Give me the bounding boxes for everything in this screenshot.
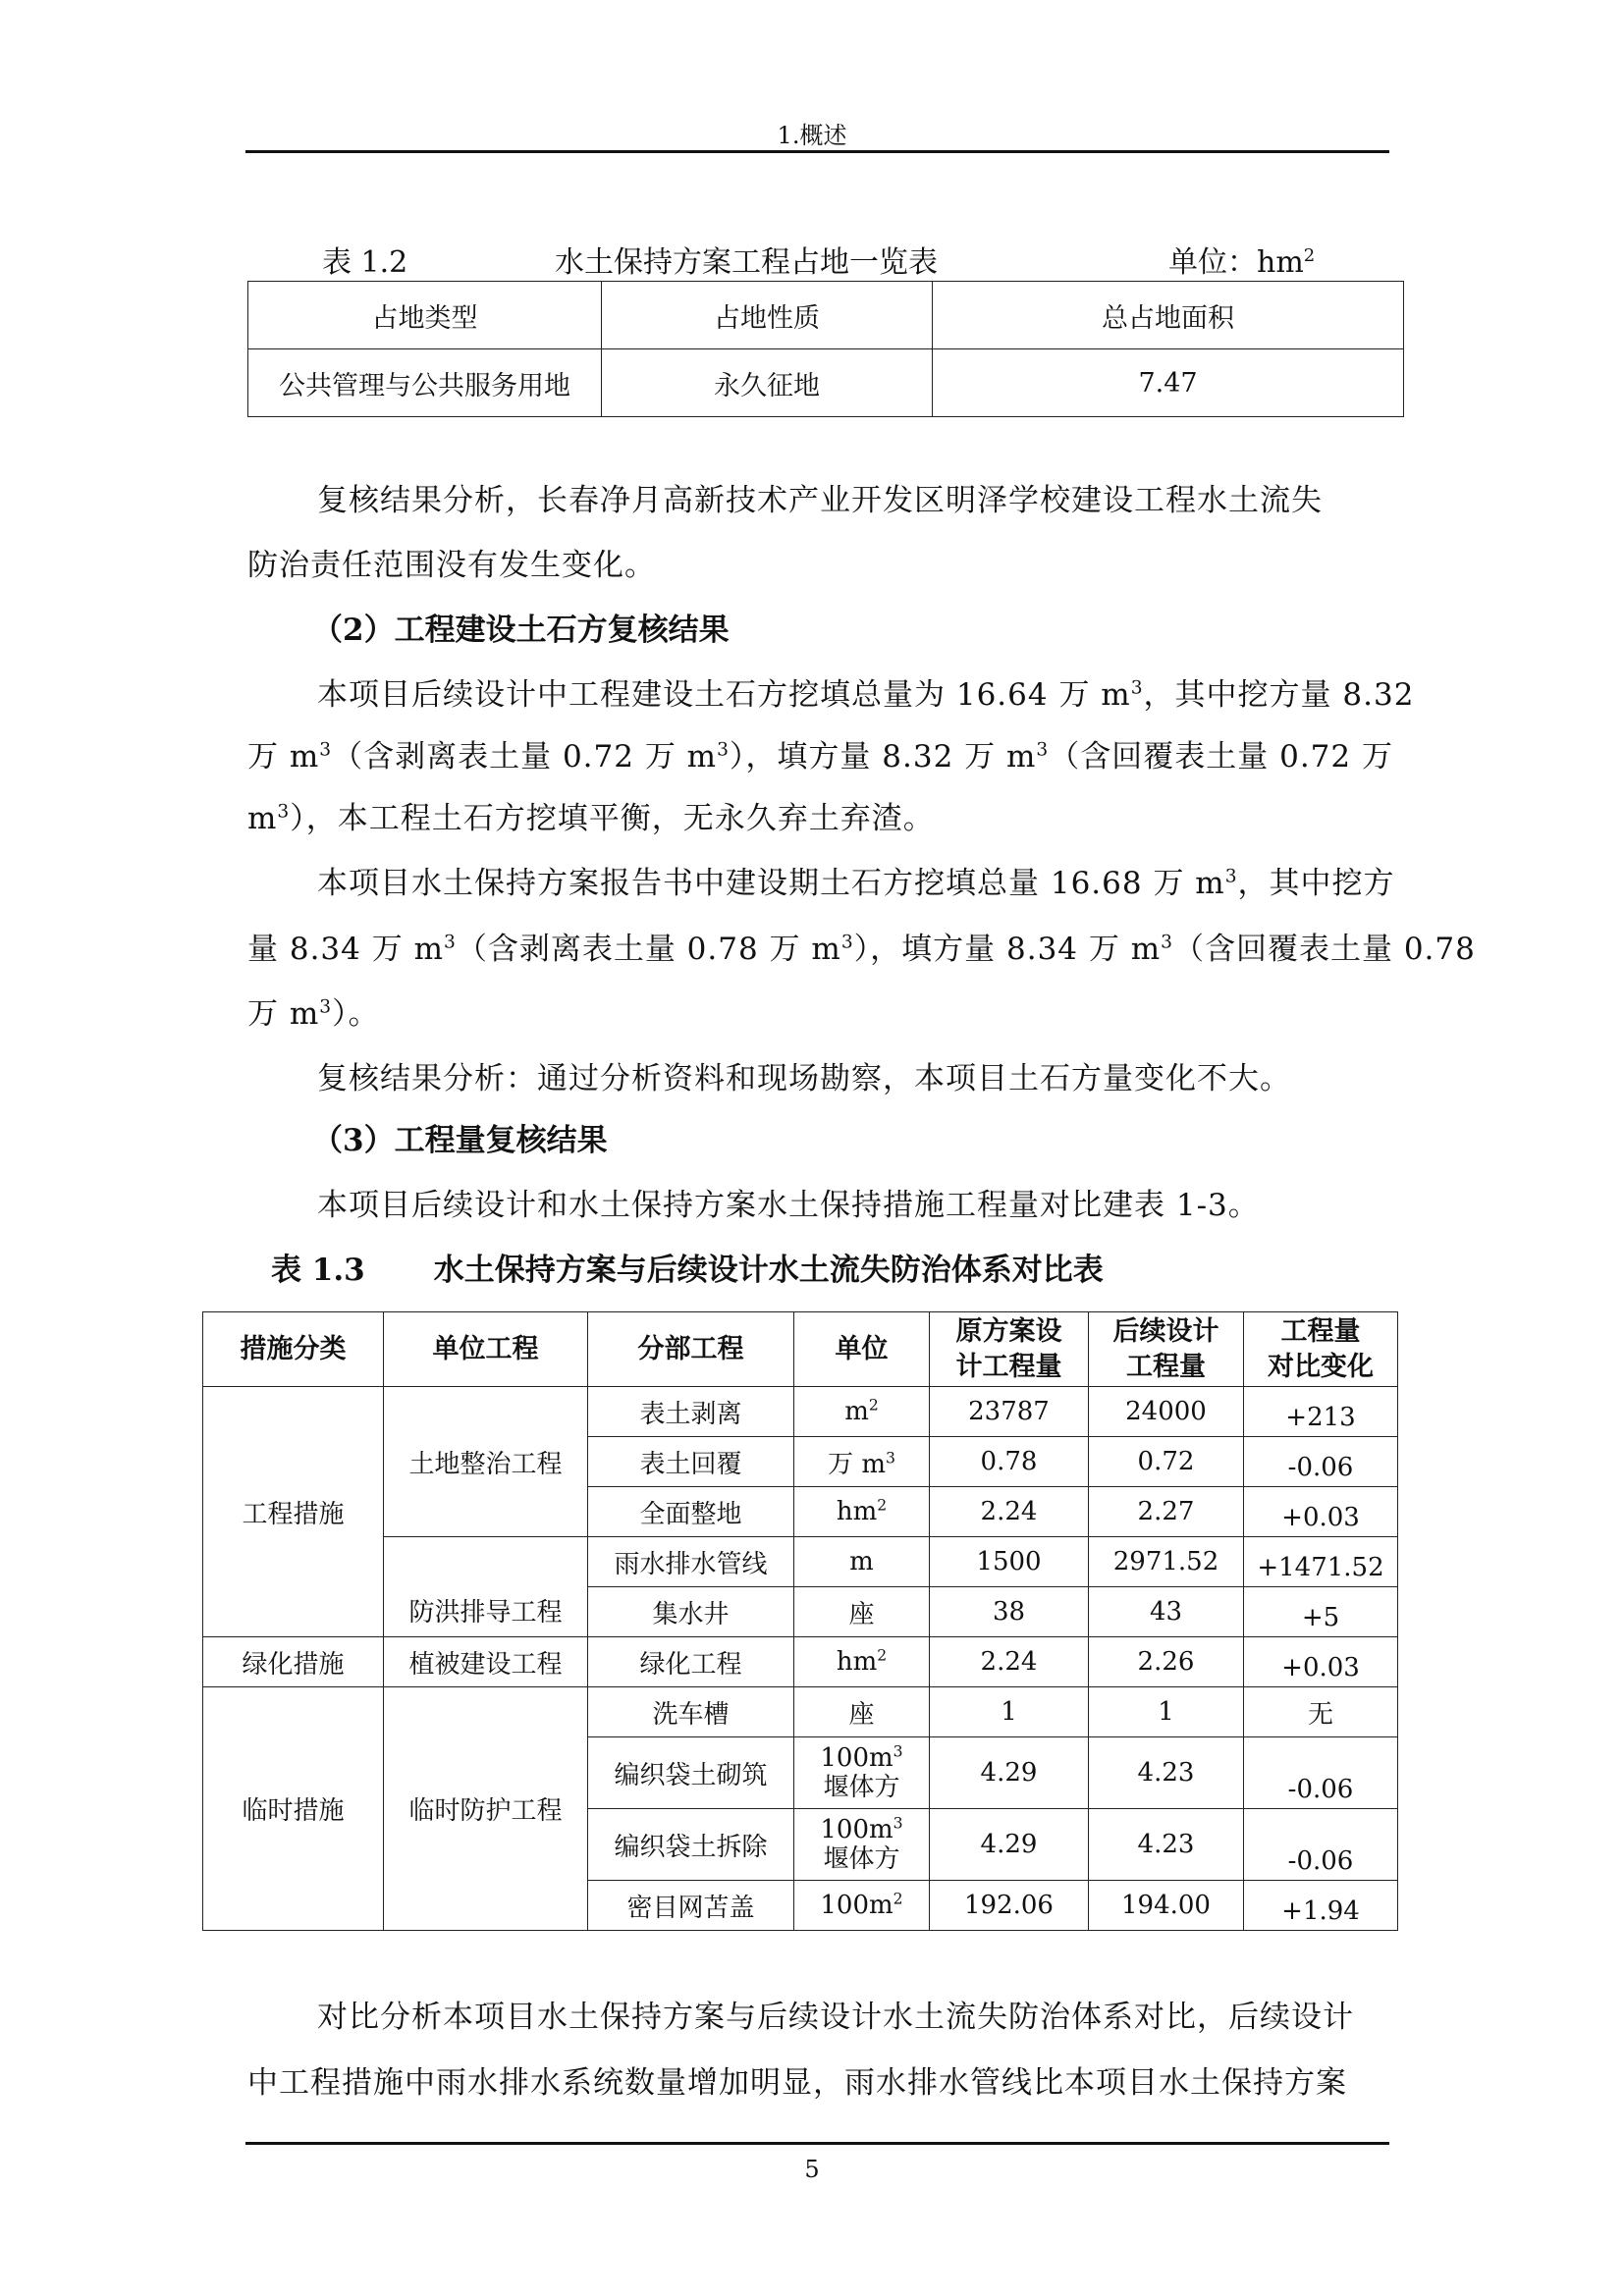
unit-cell: 座 [794,1587,930,1637]
unit-project-cell: 防洪排导工程 [384,1537,588,1637]
unit-project-cell: 植被建设工程 [384,1637,588,1687]
original-quantity-cell: 1 [930,1687,1089,1737]
page-number: 5 [804,2156,820,2183]
section-heading-2: （2）工程建设土石方复核结果 [312,613,730,648]
table-1-3-title: 水土保持方案与后续设计水土流失防治体系对比表 [433,1253,1104,1288]
sub-project-cell: 绿化工程 [588,1637,794,1687]
original-quantity-cell: 1500 [930,1537,1089,1587]
original-quantity-cell: 2.24 [930,1637,1089,1687]
paragraph-line: 万 $m^3$）。 [247,996,380,1032]
column-header: 占地性质 [602,282,933,349]
column-header-unit-project: 单位工程 [384,1312,588,1387]
column-header-quantity-change: 工程量 对比变化 [1244,1312,1398,1387]
column-header-unit: 单位 [794,1312,930,1387]
section-heading-3: （3）工程量复核结果 [312,1123,608,1158]
unit-cell: $m^2$ [794,1387,930,1437]
later-quantity-cell: 1 [1089,1687,1244,1737]
table-cell: 公共管理与公共服务用地 [248,349,602,417]
change-cell: +0.03 [1244,1637,1398,1687]
unit-cell: $hm^2$ [794,1637,930,1687]
column-header-measure-category: 措施分类 [203,1312,384,1387]
change-cell: -0.06 [1244,1809,1398,1881]
column-header-sub-project: 分部工程 [588,1312,794,1387]
change-cell: +213 [1244,1387,1398,1437]
sub-project-cell: 密目网苫盖 [588,1881,794,1931]
unit-cell: $hm^2$ [794,1487,930,1537]
paragraph-line: 本项目后续设计和水土保持方案水土保持措施工程量对比建表 1-3。 [317,1188,1260,1223]
paragraph-line: 中工程措施中雨水排水系统数量增加明显，雨水排水管线比本项目水土保持方案 [247,2065,1347,2101]
measure-category-cell: 临时措施 [203,1687,384,1931]
sub-project-cell: 表土剥离 [588,1387,794,1437]
paragraph-line: 万 $m^3$（含剥离表土量 0.72 万 $m^3$），填方量 8.32 万 $m^3$（含回覆表土量 0.72 万 [247,739,1393,774]
table-1-3-number: 表 1.3 [271,1253,365,1288]
later-quantity-cell: 194.00 [1089,1881,1244,1931]
later-quantity-cell: 4.23 [1089,1737,1244,1809]
sub-project-cell: 编织袋土拆除 [588,1809,794,1881]
change-cell: -0.06 [1244,1737,1398,1809]
original-quantity-cell: 2.24 [930,1487,1089,1537]
later-quantity-cell: 2.26 [1089,1637,1244,1687]
original-quantity-cell: 23787 [930,1387,1089,1437]
table-1-2-number: 表 1.2 [322,245,408,280]
original-quantity-cell: 0.78 [930,1437,1089,1487]
sub-project-cell: 表土回覆 [588,1437,794,1487]
header-rule [245,150,1389,153]
paragraph-line: 复核结果分析：通过分析资料和现场勘察，本项目土石方量变化不大。 [317,1061,1291,1096]
unit-cell: 万 $m^3$ [794,1437,930,1487]
measure-category-cell: 工程措施 [203,1387,384,1637]
column-header-later-quantity: 后续设计 工程量 [1089,1312,1244,1387]
soil-conservation-comparison-table [202,1311,1398,1931]
table-header-row [248,282,1404,349]
running-header-title: 1.概述 [777,122,847,149]
land-occupation-table [247,281,1404,417]
paragraph-line: $m^3$），本工程土石方挖填平衡，无永久弃土弃渣。 [247,801,935,836]
change-cell: +1.94 [1244,1881,1398,1931]
original-quantity-cell: 38 [930,1587,1089,1637]
change-cell: -0.06 [1244,1437,1398,1487]
table-row [248,349,1404,417]
later-quantity-cell: 43 [1089,1587,1244,1637]
later-quantity-cell: 2971.52 [1089,1537,1244,1587]
paragraph-line: 防治责任范围没有发生变化。 [247,548,656,583]
later-quantity-cell: 0.72 [1089,1437,1244,1487]
paragraph-line: 对比分析本项目水土保持方案与后续设计水土流失防治体系对比，后续设计 [317,2000,1354,2035]
original-quantity-cell: 192.06 [930,1881,1089,1931]
table-row [203,1687,1398,1737]
change-cell: +5 [1244,1587,1398,1637]
unit-project-cell: 临时防护工程 [384,1687,588,1931]
paragraph-line: 量 8.34 万 $m^3$（含剥离表土量 0.78 万 $m^3$），填方量 8.34 万 $m^3$（含回覆表土量 0.78 [247,932,1476,967]
table-cell: 7.47 [933,349,1404,417]
footer-rule [245,2142,1389,2145]
unit-project-cell: 土地整治工程 [384,1387,588,1537]
column-header-original-quantity: 原方案设 计工程量 [930,1312,1089,1387]
table-cell: 永久征地 [602,349,933,417]
measure-category-cell: 绿化措施 [203,1637,384,1687]
sub-project-cell: 全面整地 [588,1487,794,1537]
table-row [203,1387,1398,1437]
table-row [203,1637,1398,1687]
change-cell: 无 [1244,1687,1398,1737]
unit-cell: $100m^2$ [794,1881,930,1931]
sub-project-cell: 洗车槽 [588,1687,794,1737]
table-1-2-title: 水土保持方案工程占地一览表 [555,245,938,280]
column-header: 占地类型 [248,282,602,349]
sub-project-cell: 编织袋土砌筑 [588,1737,794,1809]
later-quantity-cell: 4.23 [1089,1809,1244,1881]
column-header: 总占地面积 [933,282,1404,349]
later-quantity-cell: 24000 [1089,1387,1244,1437]
table-1-3-caption [271,1245,1104,1289]
table-header-row [203,1312,1398,1387]
table-1-2-unit: 单位：$hm^2$ [1168,245,1316,280]
unit-cell: m [794,1537,930,1587]
paragraph-line: 本项目后续设计中工程建设土石方挖填总量为 16.64 万 $m^3$，其中挖方量 8.32 [317,677,1415,713]
change-cell: +0.03 [1244,1487,1398,1537]
unit-cell: $100m^3$ 堰体方 [794,1809,930,1881]
sub-project-cell: 集水井 [588,1587,794,1637]
paragraph-line: 本项目水土保持方案报告书中建设期土石方挖填总量 16.68 万 $m^3$，其中挖方 [317,866,1395,901]
paragraph-line: 复核结果分析，长春净月高新技术产业开发区明泽学校建设工程水土流失 [317,483,1323,518]
original-quantity-cell: 4.29 [930,1809,1089,1881]
unit-cell: 座 [794,1687,930,1737]
original-quantity-cell: 4.29 [930,1737,1089,1809]
sub-project-cell: 雨水排水管线 [588,1537,794,1587]
unit-cell: $100m^3$ 堰体方 [794,1737,930,1809]
change-cell: +1471.52 [1244,1537,1398,1587]
later-quantity-cell: 2.27 [1089,1487,1244,1537]
